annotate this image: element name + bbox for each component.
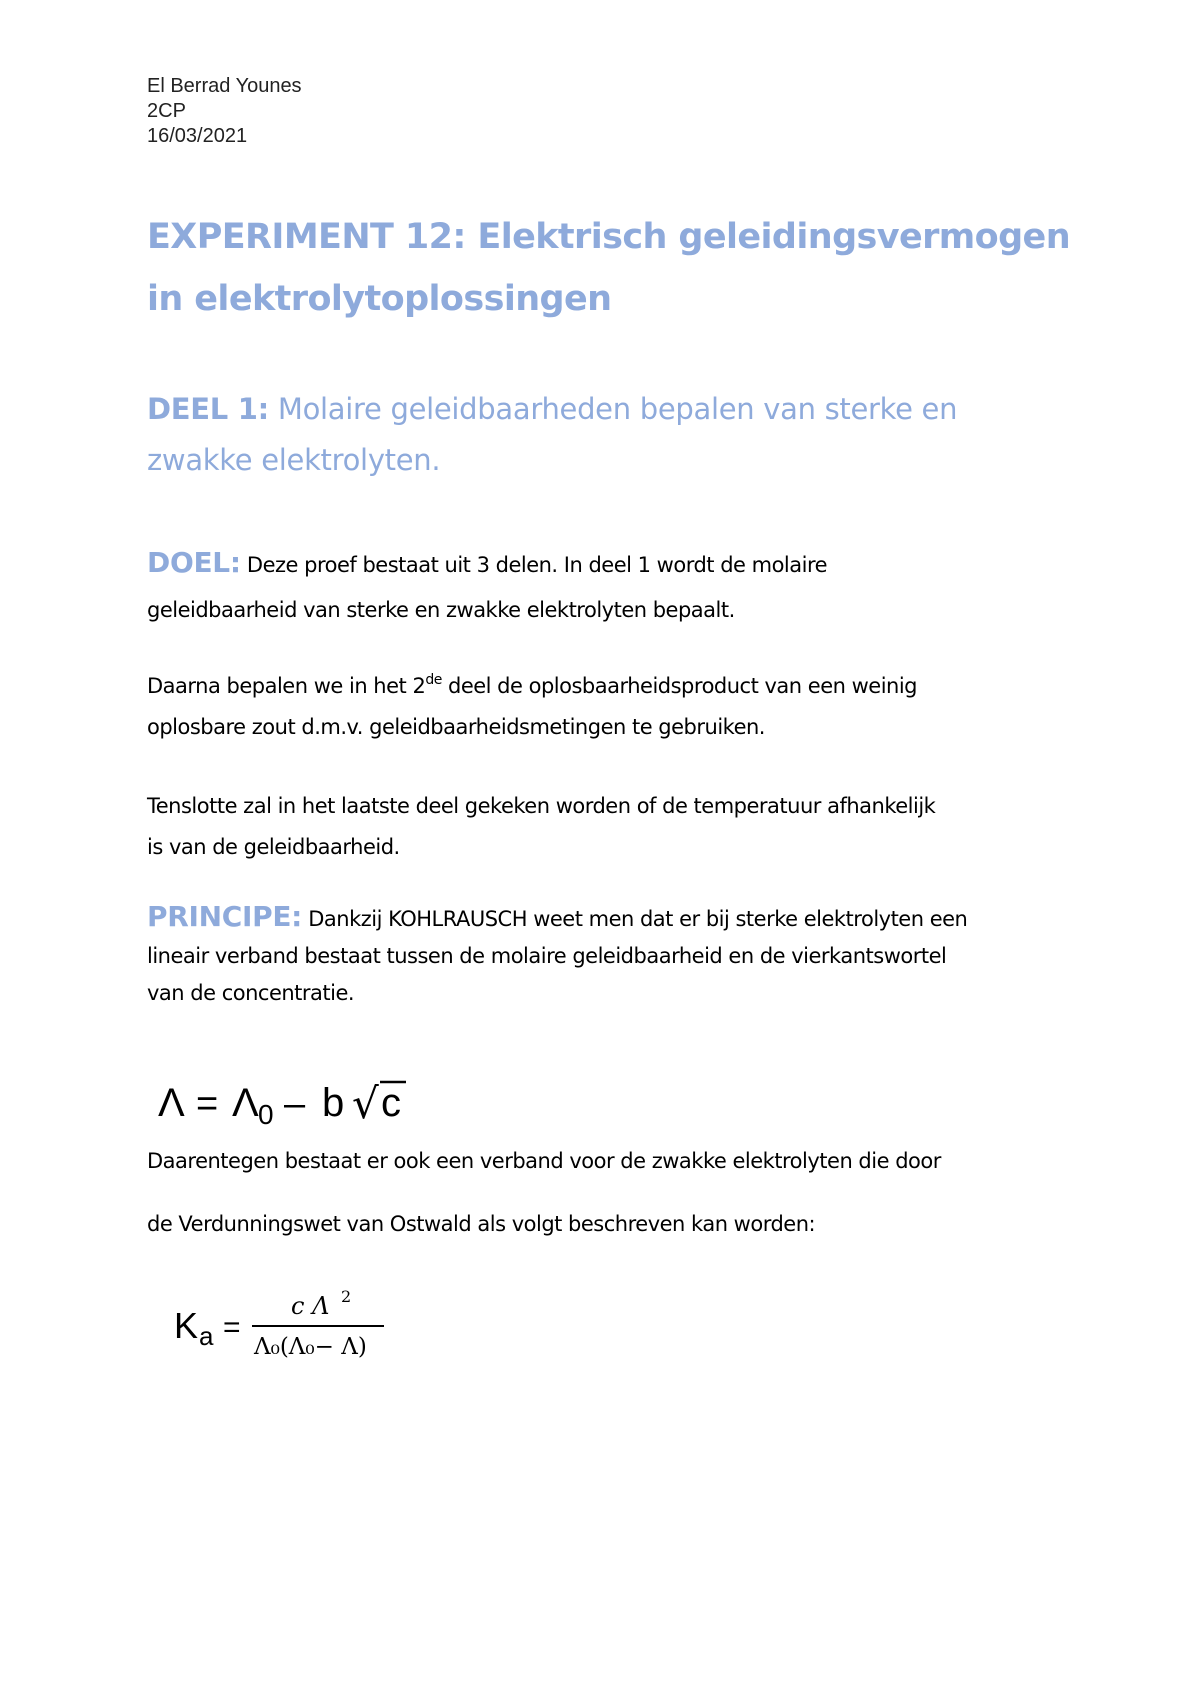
- doel-text-line-2: geleidbaarheid van sterke en zwakke elektrolyten bepaalt.: [147, 598, 735, 622]
- daarna-text-line-2: oplosbare zout d.m.v. geleidbaarheidsmetingen te gebruiken.: [147, 715, 765, 739]
- doel-paragraph: [147, 540, 1077, 633]
- principe-label: PRINCIPE:: [147, 900, 303, 933]
- daarna-text-after: deel de oplosbaarheidsproduct van een weinig: [441, 674, 918, 698]
- principe-paragraph: [147, 898, 1077, 1012]
- formula-c: c: [381, 1081, 401, 1125]
- tenslotte-paragraph: [147, 786, 1077, 868]
- formula-b: b: [322, 1081, 345, 1125]
- deel-heading-line-2: zwakke elektrolyten.: [147, 443, 441, 477]
- ostwald-formula: [174, 1282, 414, 1372]
- formula-minus: –: [284, 1083, 306, 1125]
- verdunning-paragraph: de Verdunningswet van Ostwald als volgt beschreven kan worden:: [147, 1212, 816, 1236]
- formula-subscript-zero: 0: [258, 1099, 274, 1130]
- formula-numerator-exponent: 2: [341, 1287, 352, 1306]
- class-label: 2CP: [147, 100, 186, 122]
- kohlrausch-formula: [158, 1070, 458, 1130]
- tenslotte-text-line-2: is van de geleidbaarheid.: [147, 835, 400, 859]
- author-name: El Berrad Younes: [147, 75, 302, 97]
- daarna-text-before: Daarna bepalen we in het 2: [147, 674, 426, 698]
- formula-k: K: [174, 1305, 199, 1346]
- daarentegen-paragraph: Daarentegen bestaat er ook een verband voor de zwakke elektrolyten die door: [147, 1149, 941, 1173]
- deel-label: DEEL 1:: [147, 392, 269, 426]
- tenslotte-text-line-1: Tenslotte zal in het laatste deel gekeken worden of de temperatuur afhankelijk: [147, 794, 936, 818]
- principe-text-line-2: lineair verband bestaat tussen de molaire geleidbaarheid en de vierkantswortel: [147, 944, 947, 968]
- formula-equals: =: [196, 1083, 219, 1125]
- title-line-1: EXPERIMENT 12: Elektrisch geleidingsvermogen: [147, 217, 1071, 257]
- daarna-superscript: de: [425, 672, 442, 688]
- daarna-paragraph: [147, 666, 1077, 748]
- title-line-2: in elektrolytoplossingen: [147, 279, 612, 319]
- formula-subscript-a: a: [199, 1321, 214, 1351]
- formula-lambda: Λ: [158, 1081, 185, 1125]
- document-header: [147, 74, 302, 149]
- formula-lambda-zero: Λ: [232, 1081, 259, 1125]
- deel-heading-line-1: Molaire geleidbaarheden bepalen van sterke en: [277, 392, 958, 426]
- formula-numerator: c Λ: [291, 1292, 330, 1320]
- document-title: [147, 206, 1107, 330]
- document-date: 16/03/2021: [147, 125, 248, 147]
- formula-ostwald-equals: =: [223, 1311, 241, 1344]
- doel-label: DOEL:: [147, 546, 241, 579]
- principe-text-line-3: van de concentratie.: [147, 981, 355, 1005]
- section-heading-deel-1: [147, 384, 1107, 486]
- doel-text-line-1: Deze proef bestaat uit 3 delen. In deel 1 wordt de molaire: [246, 553, 828, 577]
- formula-denominator: Λ₀(Λ₀− Λ): [254, 1334, 367, 1360]
- principe-text-line-1: Dankzij KOHLRAUSCH weet men dat er bij sterke elektrolyten een: [308, 907, 968, 931]
- formula-sqrt-sign: √: [352, 1079, 379, 1128]
